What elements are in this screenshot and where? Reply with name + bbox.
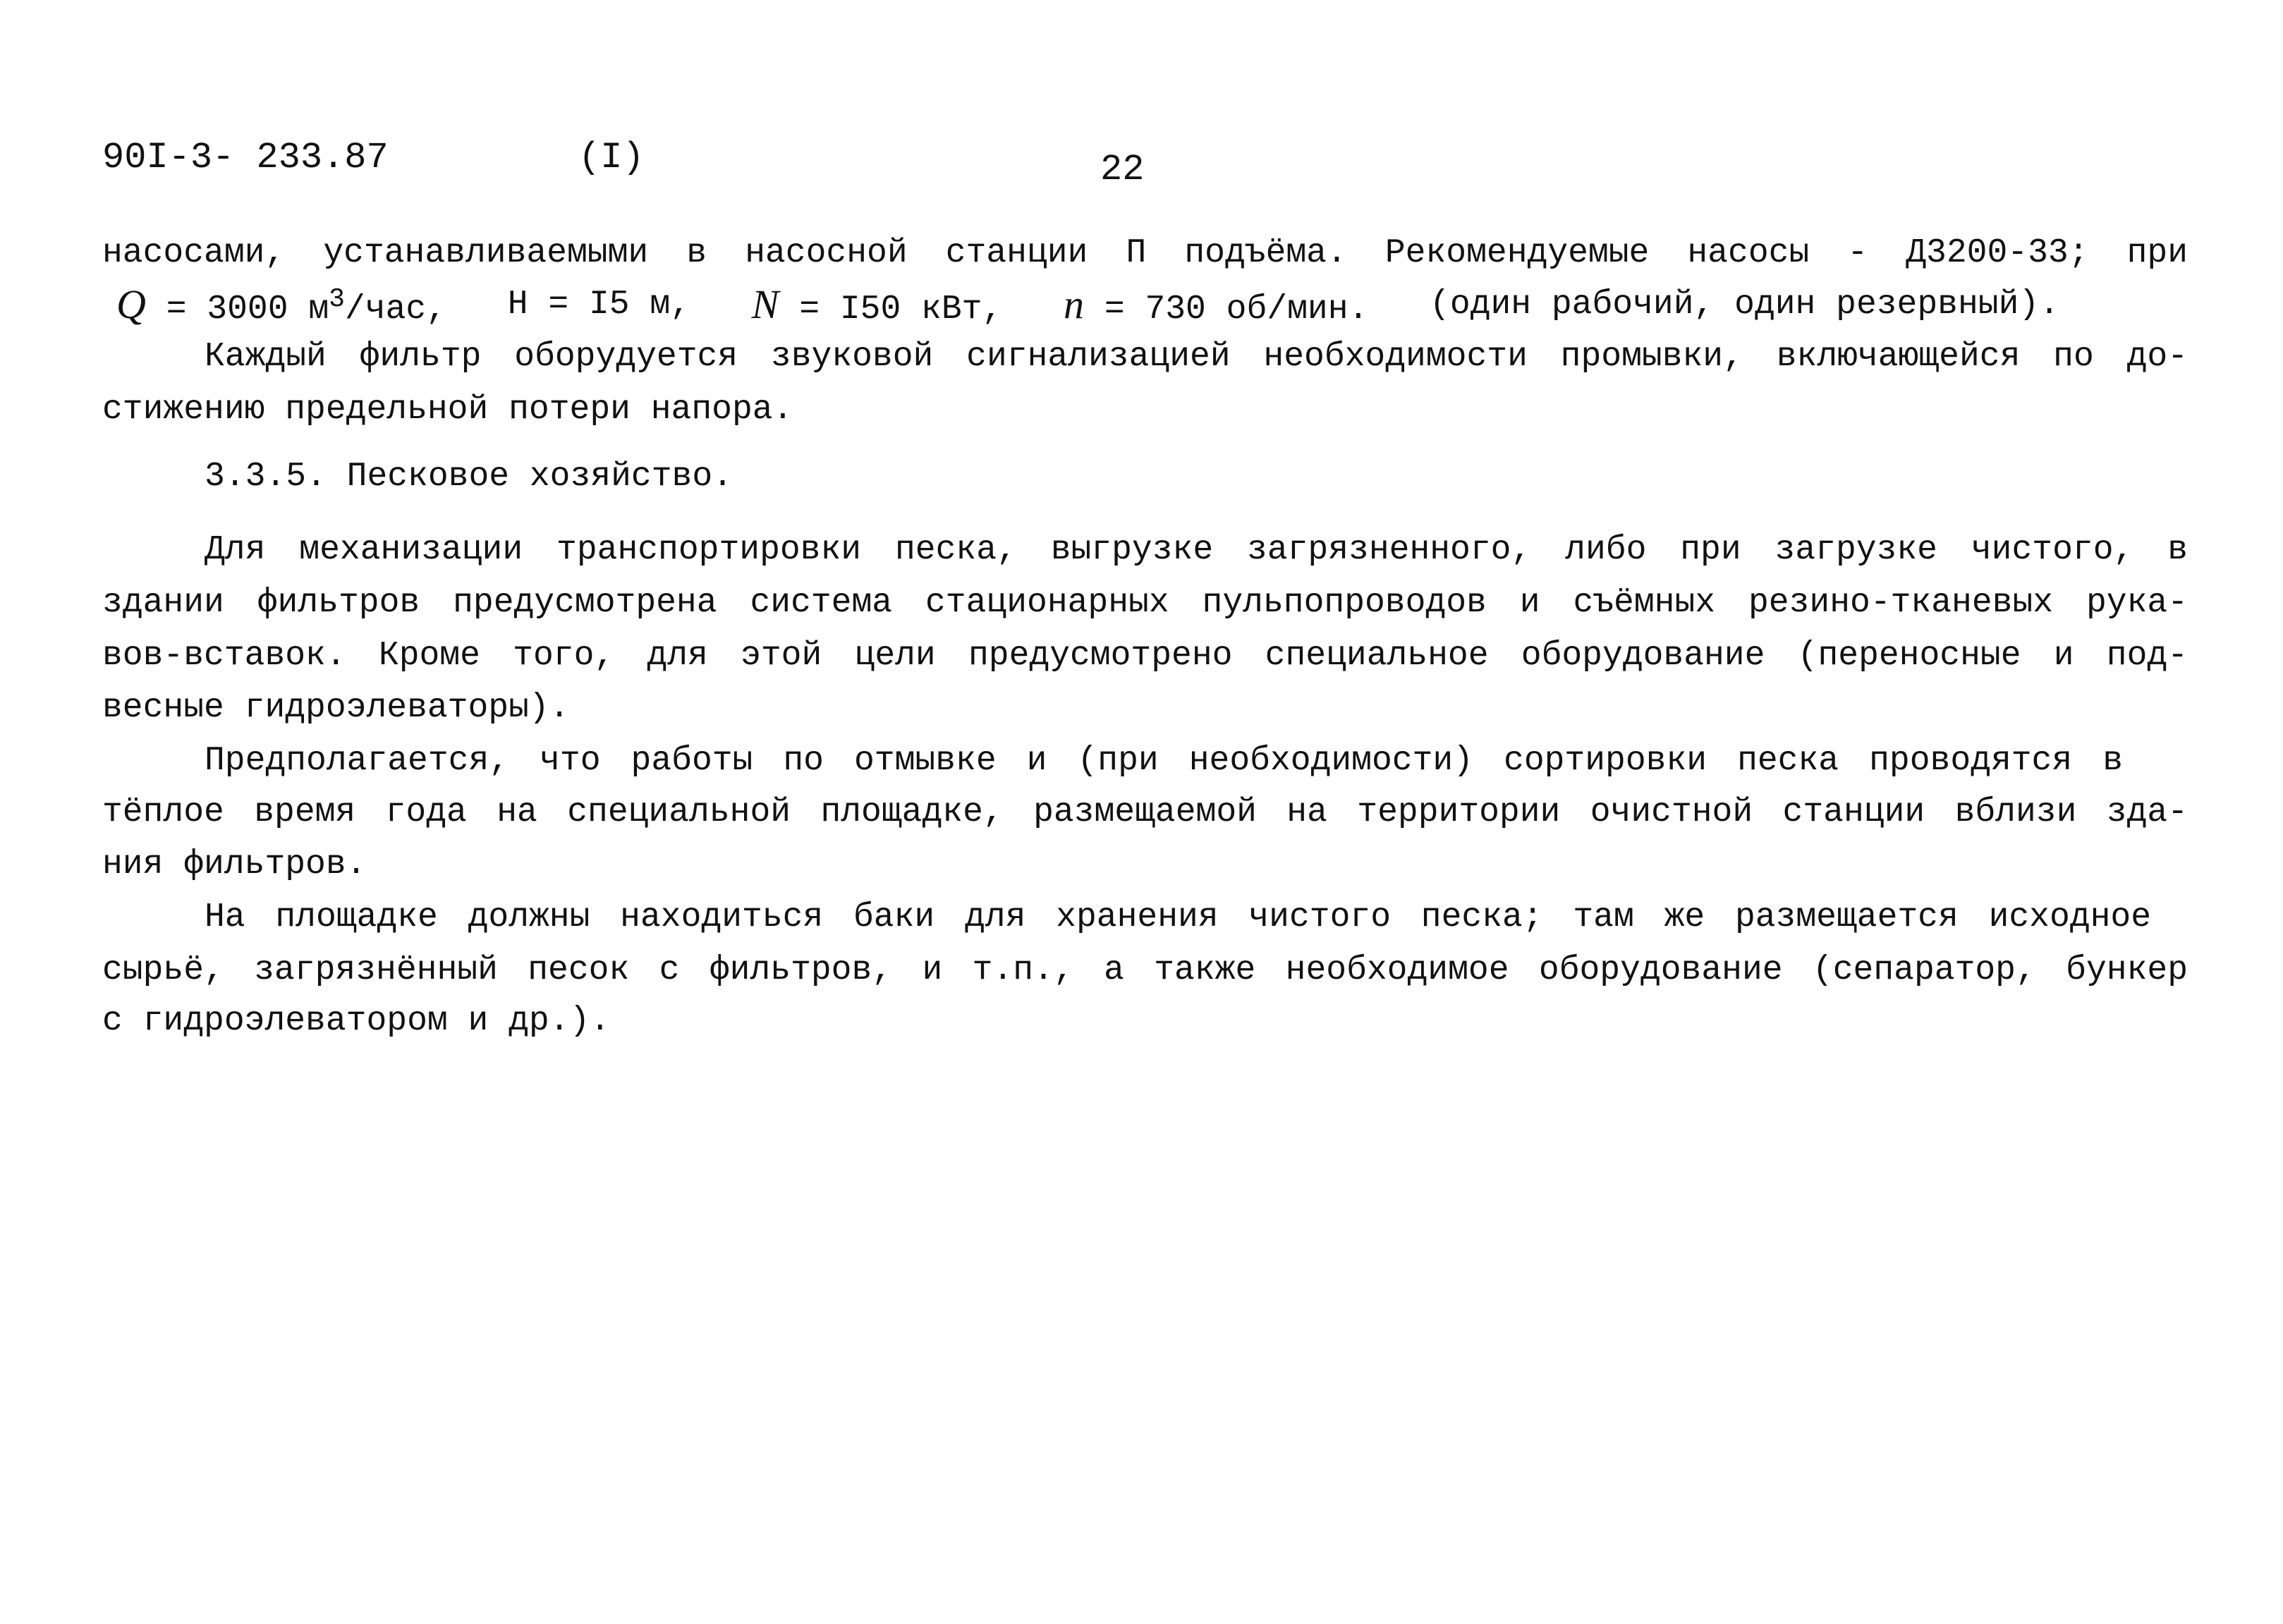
flow-unit: /час,	[344, 291, 446, 329]
exponent: 3	[329, 284, 345, 315]
section-heading	[205, 456, 2188, 498]
document-part: (I)	[578, 137, 645, 178]
text-line	[102, 389, 2188, 431]
text-line	[102, 232, 2188, 274]
line-text: На площадке должны находиться баки для хранения чистого песка; там же размещается исходное	[205, 898, 2151, 936]
text-line	[205, 529, 2188, 571]
line-text: здании фильтров предусмотрена система стационарных пульпопроводов и съёмных резино-тканевых рука-	[102, 584, 2188, 622]
document-code: 90I-3- 233.87	[102, 137, 389, 178]
text-line	[205, 740, 2123, 782]
line-text: Предполагается, что работы по отмывке и (при необходимости) сортировки песка проводятся в	[205, 742, 2123, 780]
line-text: насосами, устанавливаемыми в насосной станции П подъёма. Рекомендуемые насосы - Д3200-33; при	[102, 234, 2188, 272]
line-text: вов-вставок. Кроме того, для этой цели предусмотрено специальное оборудование (переносные и под-	[102, 637, 2188, 675]
pump-note: (один рабочий, один резервный).	[1430, 286, 2059, 324]
line-text: Для механизации транспортировки песка, выгрузке загрязненного, либо при загрузке чистого, в	[205, 531, 2188, 569]
line-text: весные гидроэлеваторы).	[102, 689, 570, 727]
flow-value: = 3000 м	[145, 291, 329, 329]
speed-value: = 730 об/мин.	[1084, 291, 1369, 329]
text-line	[102, 635, 2188, 677]
text-line	[102, 582, 2188, 624]
text-line	[205, 896, 2151, 939]
speed-symbol: n	[1064, 281, 1085, 327]
text-line	[102, 687, 2188, 729]
text-line	[102, 1000, 2188, 1042]
text-line	[205, 336, 2188, 378]
power-symbol: N	[751, 281, 779, 327]
head-value: H = I5 м,	[507, 286, 690, 324]
formula-line	[116, 283, 2059, 331]
line-text: тёплое время года на специальной площадке, размещаемой на территории очистной станции вблизи зда-	[102, 793, 2188, 831]
line-text: стижению предельной потери напора.	[102, 391, 793, 429]
line-text: сырьё, загрязнённый песок с фильтров, и т.п., а также необходимое оборудование (сепаратор, бункер	[102, 951, 2188, 989]
flow-symbol: Q	[116, 281, 146, 327]
page-number: 22	[1100, 149, 1145, 190]
line-text: ния фильтров.	[102, 845, 367, 884]
heading-text: 3.3.5. Песковое хозяйство.	[205, 458, 733, 496]
text-line	[102, 949, 2188, 991]
text-line	[102, 843, 2188, 886]
line-text: с гидроэлеватором и др.).	[102, 1002, 611, 1040]
text-line	[102, 791, 2188, 834]
line-text: Каждый фильтр оборудуется звуковой сигнализацией необходимости промывки, включающейся по до-	[205, 338, 2188, 376]
power-value: = I50 кВт,	[779, 291, 1003, 329]
